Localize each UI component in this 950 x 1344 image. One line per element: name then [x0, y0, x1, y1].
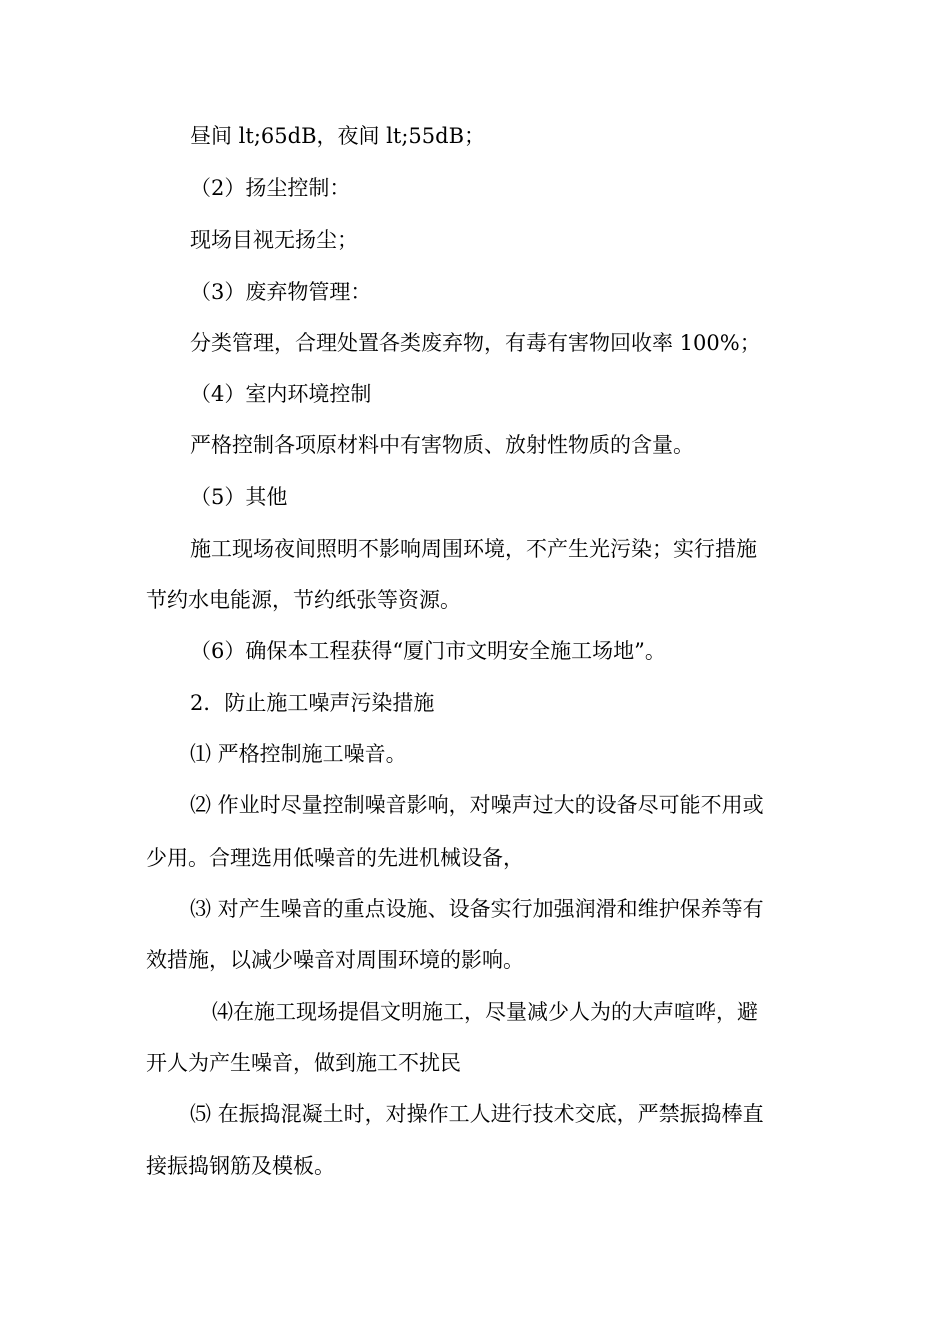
text-line-goal: （6）确保本工程获得“厦门市文明安全施工场地”。: [190, 639, 666, 663]
text-line-other-1: 施工现场夜间照明不影响周围环境，不产生光污染；实行措施: [190, 537, 757, 561]
text-line-other-2: 节约水电能源，节约纸张等资源。: [146, 588, 461, 612]
heading-indoor-environment: （4）室内环境控制: [190, 382, 372, 406]
list-item-5-line-1: ⑸ 在振捣混凝土时，对操作工人进行技术交底，严禁振捣棒直: [190, 1102, 764, 1126]
list-item-2-line-2: 少用。合理选用低噪音的先进机械设备，: [146, 846, 524, 870]
text-line-dust: 现场目视无扬尘；: [190, 228, 358, 252]
heading-waste-management: （3）废弃物管理：: [190, 280, 372, 304]
list-item-1: ⑴ 严格控制施工噪音。: [190, 742, 407, 766]
list-item-2-line-1: ⑵ 作业时尽量控制噪音影响，对噪声过大的设备尽可能不用或: [190, 793, 764, 817]
section-heading-noise-prevention: 2．防止施工噪声污染措施: [190, 691, 435, 715]
list-item-3-line-1: ⑶ 对产生噪音的重点设施、设备实行加强润滑和维护保养等有: [190, 897, 764, 921]
list-item-3-line-2: 效措施，以减少噪音对周围环境的影响。: [146, 948, 524, 972]
text-line-indoor: 严格控制各项原材料中有害物质、放射性物质的含量。: [190, 433, 694, 457]
text-line-noise-limits: 昼间 lt;65dB，夜间 lt;55dB；: [190, 124, 486, 148]
list-item-4-line-1: ⑷在施工现场提倡文明施工，尽量减少人为的大声喧哗，避: [212, 1000, 758, 1024]
heading-dust-control: （2）扬尘控制：: [190, 176, 351, 200]
list-item-5-line-2: 接振捣钢筋及模板。: [146, 1154, 335, 1178]
heading-other: （5）其他: [190, 485, 288, 509]
text-line-waste: 分类管理，合理处置各类废弃物，有毒有害物回收率 100%；: [190, 331, 761, 355]
list-item-4-line-2: 开人为产生噪音，做到施工不扰民: [146, 1051, 461, 1075]
